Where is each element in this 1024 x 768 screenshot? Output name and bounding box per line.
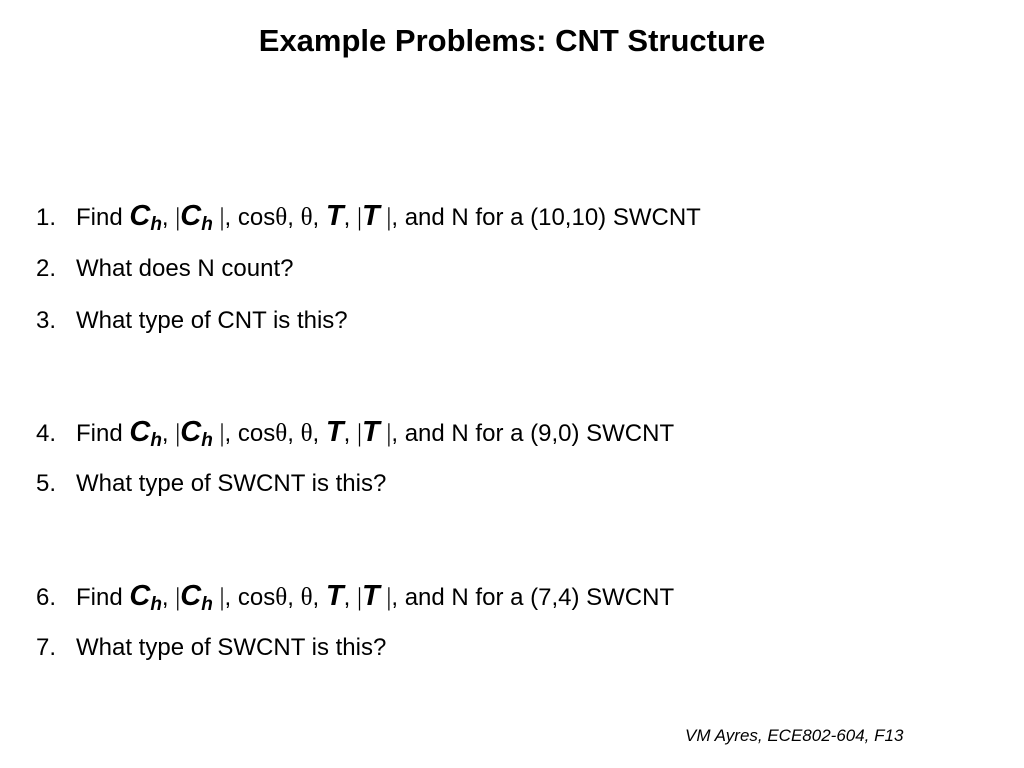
abs-close: |	[386, 584, 392, 611]
chiral-subscript: h	[201, 214, 213, 235]
comma: ,	[312, 204, 320, 231]
problem-text: What type of CNT is this?	[76, 307, 348, 334]
theta-symbol: θ	[275, 420, 288, 447]
comma: ,	[343, 584, 351, 611]
find-word: Find	[76, 584, 123, 611]
chiral-subscript: h	[201, 594, 213, 615]
problem-number: 3.	[36, 307, 57, 334]
problem-number: 1.	[36, 204, 57, 231]
chiral-vector-symbol: C	[129, 580, 151, 612]
abs-close: |	[219, 584, 225, 611]
abs-open: |	[175, 420, 181, 447]
comma: ,	[161, 204, 169, 231]
chiral-vector-symbol: C	[180, 580, 202, 612]
translation-vector-symbol: T	[361, 200, 380, 232]
abs-open: |	[356, 420, 362, 447]
theta-symbol: θ	[275, 204, 288, 231]
problem-number: 4.	[36, 420, 57, 447]
comma: ,	[224, 584, 232, 611]
theta-symbol: θ	[300, 204, 313, 231]
comma: ,	[161, 584, 169, 611]
problem-suffix: , and N for a (9,0) SWCNT	[391, 420, 675, 447]
abs-close: |	[386, 204, 392, 231]
slide-footer: VM Ayres, ECE802-604, F13	[685, 726, 904, 745]
problem-2	[36, 254, 293, 284]
comma: ,	[287, 420, 294, 447]
comma: ,	[312, 584, 320, 611]
theta-symbol: θ	[300, 584, 313, 611]
find-word: Find	[76, 420, 123, 447]
translation-vector-symbol: T	[325, 416, 344, 448]
abs-close: |	[219, 420, 225, 447]
chiral-subscript: h	[150, 214, 162, 235]
problem-7	[36, 633, 386, 663]
chiral-vector-symbol: C	[129, 416, 151, 448]
comma: ,	[287, 204, 294, 231]
cos-word: cos	[237, 204, 276, 231]
problem-text: What type of SWCNT is this?	[76, 634, 387, 661]
abs-close: |	[386, 420, 392, 447]
problem-3	[36, 306, 348, 336]
problem-text: What type of SWCNT is this?	[76, 470, 387, 497]
problem-1	[36, 201, 701, 240]
chiral-subscript: h	[150, 430, 162, 451]
problem-4	[36, 417, 674, 456]
comma: ,	[224, 420, 232, 447]
find-word: Find	[76, 204, 123, 231]
theta-symbol: θ	[300, 420, 313, 447]
chiral-vector-symbol: C	[180, 200, 202, 232]
translation-vector-symbol: T	[361, 416, 380, 448]
cos-word: cos	[237, 584, 276, 611]
abs-open: |	[356, 204, 362, 231]
comma: ,	[343, 204, 351, 231]
theta-symbol: θ	[275, 584, 288, 611]
abs-close: |	[219, 204, 225, 231]
comma: ,	[287, 584, 294, 611]
comma: ,	[224, 204, 232, 231]
chiral-vector-symbol: C	[129, 200, 151, 232]
translation-vector-symbol: T	[325, 580, 344, 612]
problem-5	[36, 469, 386, 499]
translation-vector-symbol: T	[361, 580, 380, 612]
problem-number: 7.	[36, 634, 57, 661]
translation-vector-symbol: T	[325, 200, 344, 232]
problem-number: 6.	[36, 584, 57, 611]
problem-suffix: , and N for a (7,4) SWCNT	[391, 584, 675, 611]
cos-word: cos	[237, 420, 276, 447]
chiral-subscript: h	[201, 430, 213, 451]
chiral-subscript: h	[150, 594, 162, 615]
abs-open: |	[175, 584, 181, 611]
comma: ,	[161, 420, 169, 447]
abs-open: |	[356, 584, 362, 611]
abs-open: |	[175, 204, 181, 231]
comma: ,	[343, 420, 351, 447]
chiral-vector-symbol: C	[180, 416, 202, 448]
comma: ,	[312, 420, 320, 447]
problem-6	[36, 581, 674, 620]
problem-number: 2.	[36, 255, 57, 282]
slide-title: Example Problems: CNT Structure	[258, 23, 766, 58]
problem-suffix: , and N for a (10,10) SWCNT	[391, 204, 701, 231]
problem-number: 5.	[36, 470, 57, 497]
problem-text: What does N count?	[76, 255, 294, 282]
